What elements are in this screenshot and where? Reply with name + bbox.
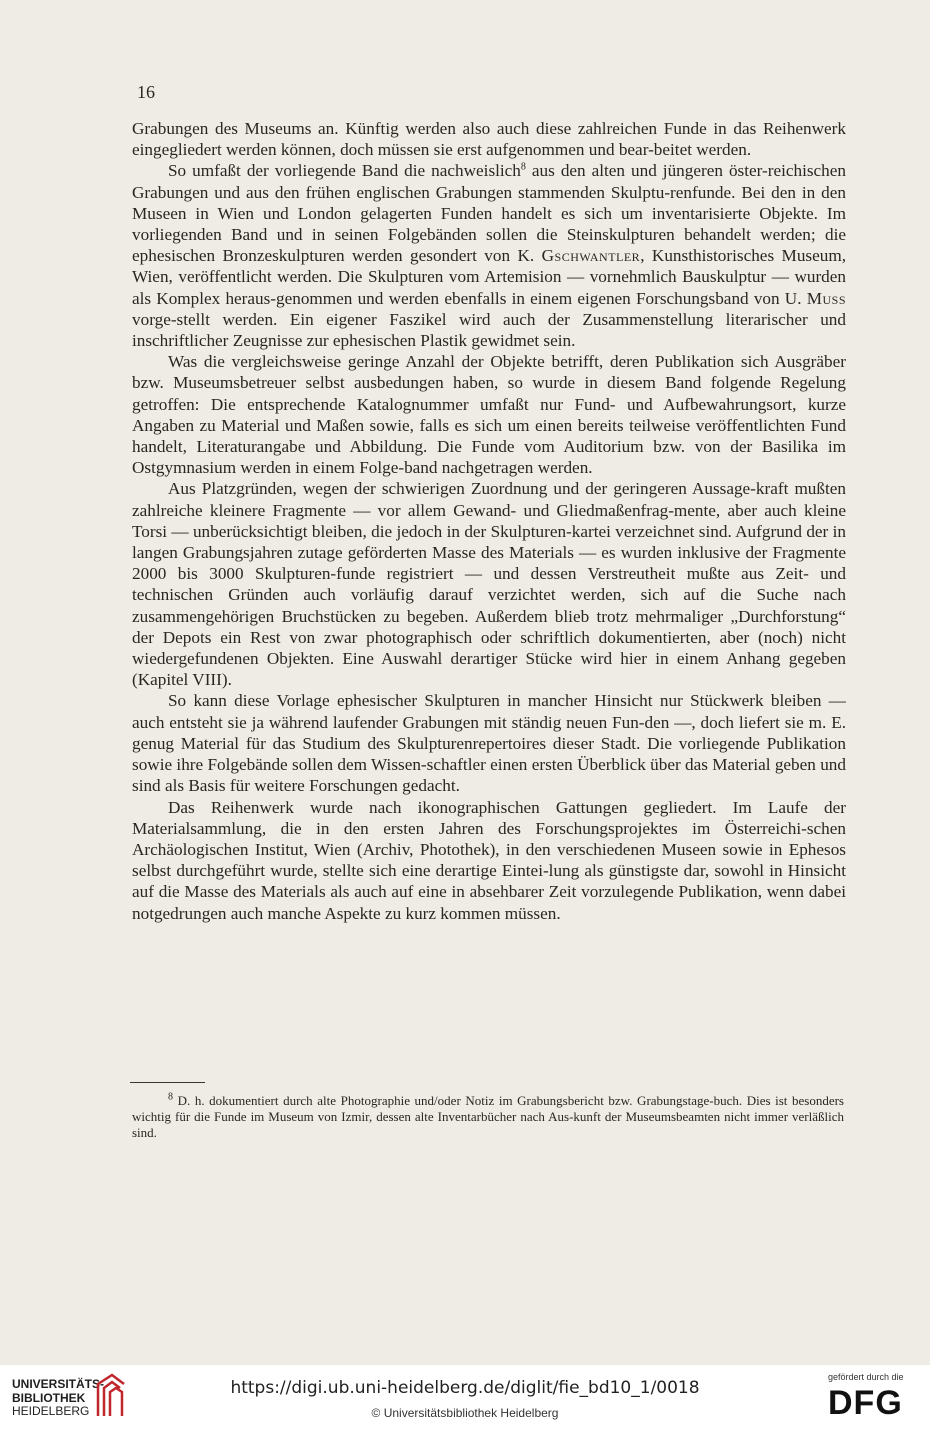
library-logo-line3: HEIDELBERG — [12, 1404, 90, 1418]
footnote-divider — [130, 1082, 205, 1083]
footnote-text: D. h. dokumentiert durch alte Photographie und/oder Notiz im Grabungsbericht bzw. Grabungstage-buch. Dies ist besonders wichtig für die Funde im Museum von Izmir, dessen alte Inventarbücher nach Aus-kunft der Museumsbeamten nicht immer verläßlich sind. — [132, 1093, 844, 1140]
library-logo-line1: UNIVERSITÄTS- — [12, 1377, 105, 1391]
funder-caption: gefördert durch die — [828, 1372, 904, 1382]
paragraph-4: Aus Platzgründen, wegen der schwierigen Zuordnung und der geringeren Aussage-kraft mußten zahlreiche kleinere Fragmente — vor allem Gewand- und Gliedmaßenfrag-mente, aber auch kleine Torsi — unberücksichtigt bleiben, die jedoch in der Skulpturen-kartei verzeichnet sind. Aufgrund der in langen Grabungsjahren zutage geförderten Masse des Materials — es wurden inklusive der Fragmente 2000 bis 3000 Skulpturen-funde registriert — und dessen Verstreutheit mußte aus Zeit- und technischen Gründen auch vorläufig darauf verzichtet werden, sich auf die Suche nach zusammengehörigen Bruchstücken zu begeben. Außerdem blieb trotz mehrmaliger „Durchforstung“ der Depots ein Rest von zwar photographisch oder schriftlich dokumentierten, aber (noch) nicht wiedergefundenen Objekten. Eine Auswahl derartiger Stücke wird hier in einem Anhang gegeben (Kapitel VIII). — [132, 479, 846, 690]
library-logo-line2: BIBLIOTHEK — [12, 1390, 86, 1405]
page-number: 16 — [137, 82, 155, 102]
copyright-notice: © Universitätsbibliothek Heidelberg — [371, 1406, 559, 1420]
footnote — [132, 1093, 844, 1140]
paragraph-1: Grabungen des Museums an. Künftig werden also auch diese zahlreichen Funde in das Reihenwerk eingegliedert werden können, doch müssen sie erst aufgenommen und bear-beitet werden. — [132, 119, 846, 160]
permalink-url[interactable]: https://digi.ub.uni-heidelberg.de/diglit/fie_bd10_1/0018 — [230, 1378, 700, 1398]
paragraph-6: Das Reihenwerk wurde nach ikonographischen Gattungen gegliedert. Im Laufe der Materialsammlung, die in den ersten Jahren des Forschungsprojektes im Österreichi-schen Archäologischen Institut, Wien (Archiv, Photothek), in den verschiedenen Museen sowie in Ephesos selbst durchgeführt wurde, stellte sich eine derartige Eintei-lung als günstigste dar, sowohl in Hinsicht auf die Masse des Materials als auch auf eine in absehbarer Zeit vorzulegende Publikation, wenn dabei notgedrungen auch manche Aspekte zu kurz kommen müssen. — [132, 797, 846, 923]
footnote-number: 8 — [168, 1091, 173, 1103]
footnote-ref: 8 — [520, 161, 526, 173]
paragraph-5: So kann diese Vorlage ephesischer Skulpturen in mancher Hinsicht nur Stückwerk bleiben — auch entsteht sie ja während laufender Grabungen mit ständig neuen Fun-den —, doch liefert sie m. E. genug Material für das Studium des Skulpturenrepertoires dieser Stadt. Die vorliegende Publikation sowie ihre Folgebände sollen dem Wissen-schaftler einen ersten Überblick über das Material geben und sind als Basis für weitere Forschungen gedacht. — [132, 691, 846, 796]
paragraph-3: Was die vergleichsweise geringe Anzahl der Objekte betrifft, deren Publikation sich Ausgräber bzw. Museumsbetreuer selbst ausbedungen haben, so wurde in diesem Band folgende Regelung getroffen: Die entsprechende Katalognummer umfaßt nur Fund- und Aufbewahrungsort, kurze Angaben zu Material und Maßen sowie, falls es sich um einen bereits teilweise veröffentlichten Fund handelt, Literaturangabe und Abbildung. Die Funde vom Auditorium bzw. von der Basilika im Ostgymnasium werden in einem Folge-band nachgetragen werden. — [132, 352, 846, 478]
body-text — [132, 118, 846, 924]
paragraph-2: So umfaßt der vorliegende Band die nachweislich$^8$ aus den alten und jüngeren öster-reichischen Grabungen und aus den frühen englischen Grabungen stammenden Skulptu-renfunde. Bei den in den Museen in Wien und London gelagerten Funden handelt es sich um inventarisierte Objekte. Im vorliegenden Band und in seinen Folgebänden sollen die Steinskulpturen behandelt werden; die ephesischen Bronzeskulpturen werden gesondert von K. Gschwantler, Kunsthistorisches Museum, Wien, veröffentlicht werden. Die Skulpturen vom Artemision — vornehmlich Bauskulptur — wurden als Komplex heraus-genommen und werden ebenfalls in einem eigenen Forschungsband von U. Muss vorge-stellt werden. Ein eigener Faszikel wird auch der Zusammenstellung literarischer und inschriftlicher Zeugnisse zur ephesischen Plastik gewidmet sein. — [132, 161, 846, 351]
author-name: Gschwantler — [541, 246, 641, 266]
dfg-logo[interactable]: DFG — [828, 1384, 903, 1422]
author-name: Muss — [806, 288, 846, 308]
